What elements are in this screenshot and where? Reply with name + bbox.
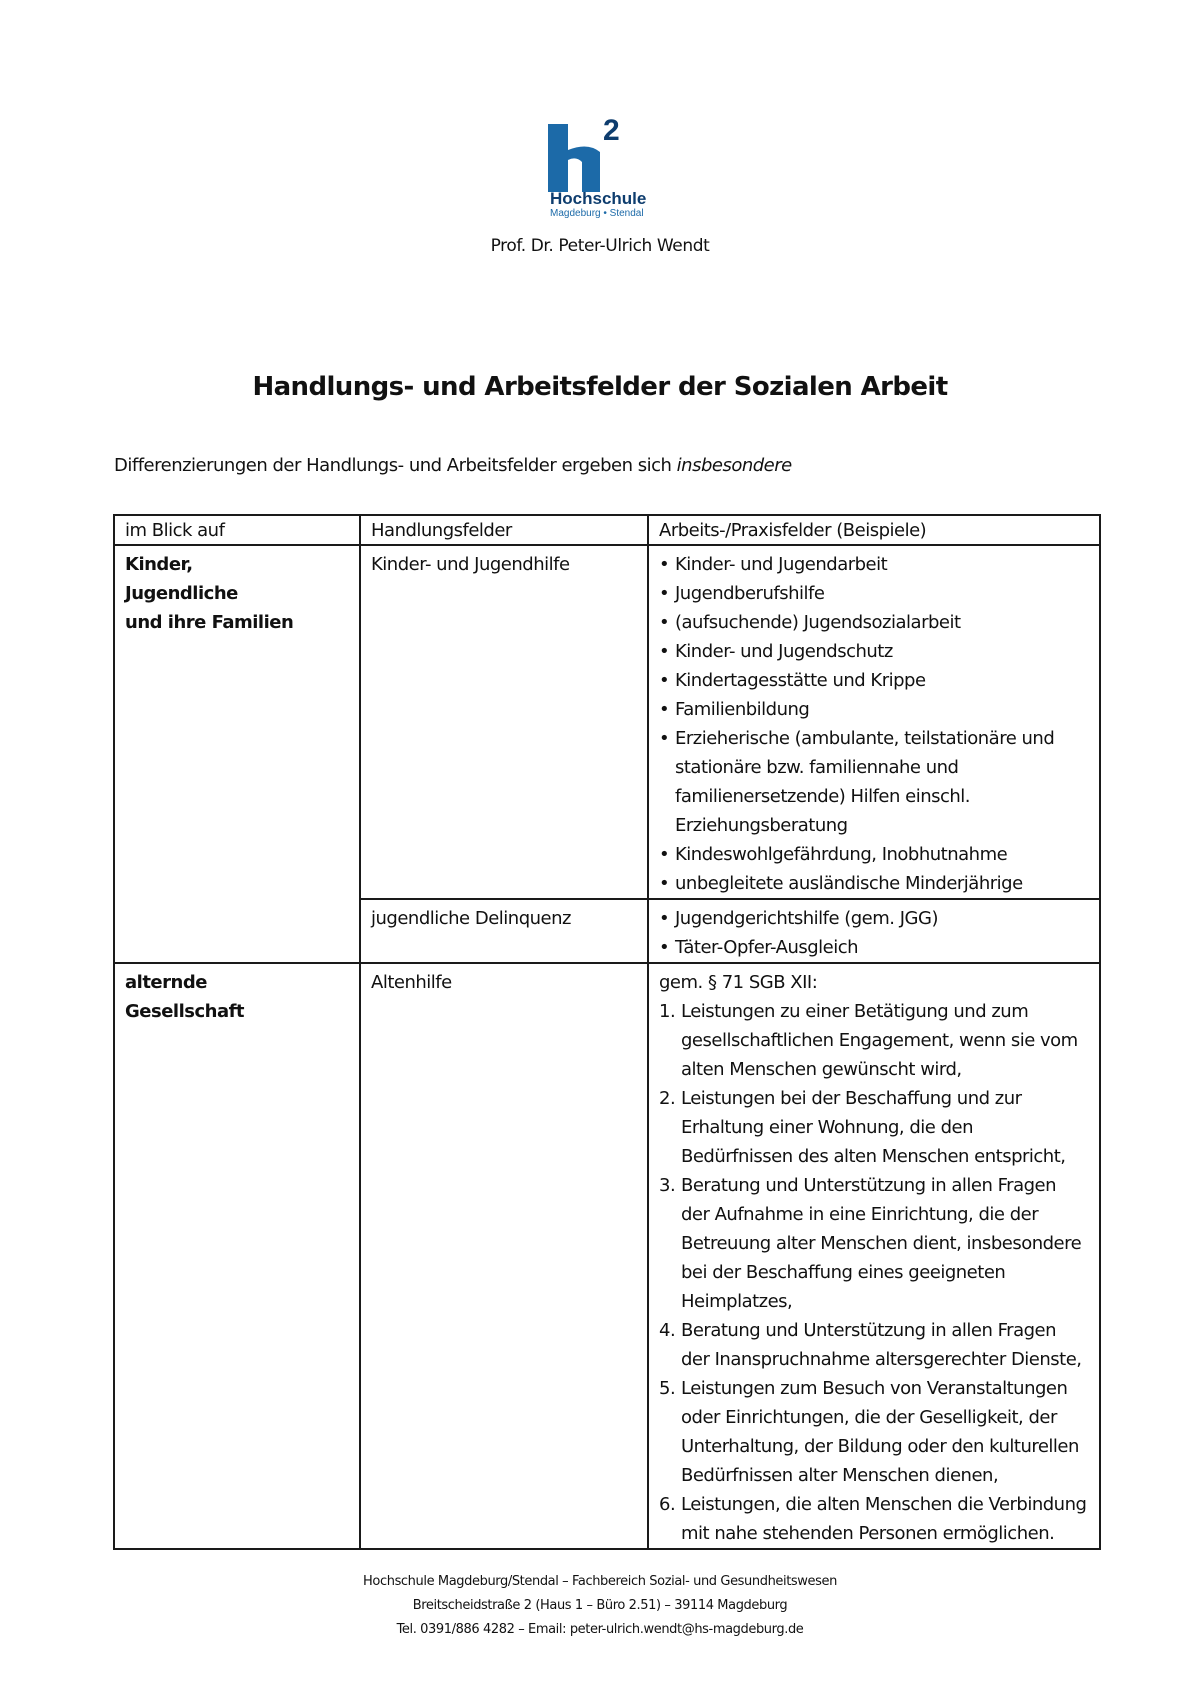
field-elderly-care: Altenhilfe [360,963,648,1549]
university-logo [540,112,670,222]
intro-emphasis: insbesondere [676,455,792,476]
group-label-children [114,545,360,963]
footer-institution: Hochschule Magdeburg/Stendal – Fachbereich Sozial- und Gesundheitswesen [363,1574,837,1589]
group-label-line: Gesellschaft [125,1001,245,1022]
list-item: • Erzieherische (ambulante, teilstationäre und stationäre bzw. familiennahe und familienersetzende) Hilfen einschl. Erziehungsberatung [659,724,1089,840]
list-item: • Kindeswohlgefährdung, Inobhutnahme [659,840,1089,869]
list-item: • Jugendgerichtshilfe (gem. JGG) [659,904,1089,933]
table-header-row [114,515,1100,545]
list-item [659,1490,1089,1548]
practice-list-delinquency [648,899,1100,963]
list-item [659,997,1089,1084]
column-header-fields: Handlungsfelder [360,515,648,545]
column-header-focus: im Blick auf [114,515,360,545]
list-item [659,1374,1089,1490]
logo-superscript: 2 [603,114,620,147]
page-footer [0,1570,1200,1642]
list-item [659,1084,1089,1171]
practice-list-youth-welfare [648,545,1100,899]
list-item-number: 4. [659,1320,676,1341]
list-item-text: Leistungen zum Besuch von Veranstaltungen oder Einrichtungen, die der Geselligkeit, der Unterhaltung, der Bildung oder den kulturellen Bedürfnissen alter Menschen dienen, [681,1378,1079,1486]
list-item: • unbegleitete ausländische Minderjährige [659,869,1089,898]
list-item-number: 2. [659,1088,676,1109]
group-label-aging [114,963,360,1549]
intro-paragraph [114,455,792,476]
legal-reference: gem. § 71 SGB XII: [659,972,818,993]
intro-text: Differenzierungen der Handlungs- und Arbeitsfelder ergeben sich [114,455,677,476]
logo-name: Hochschule [550,189,647,208]
table-row [114,963,1100,1549]
list-item: • Familienbildung [659,695,1089,724]
list-item: • Jugendberufshilfe [659,579,1089,608]
list-item-number: 5. [659,1378,676,1399]
footer-address: Breitscheidstraße 2 (Haus 1 – Büro 2.51) – 39114 Magdeburg [412,1598,788,1613]
list-item: • Kinder- und Jugendarbeit [659,550,1089,579]
practice-list-elderly-care [648,963,1100,1549]
list-item-number: 6. [659,1494,676,1515]
list-item: • Täter-Opfer-Ausgleich [659,933,1089,962]
group-label-line: Kinder, [125,554,193,575]
list-item-text: Leistungen bei der Beschaffung und zur Erhaltung einer Wohnung, die den Bedürfnissen des alten Menschen entspricht, [681,1088,1066,1167]
fields-table [113,514,1101,1550]
field-juvenile-delinquency: jugendliche Delinquenz [360,899,648,963]
list-item-text: Beratung und Unterstützung in allen Fragen der Aufnahme in eine Einrichtung, die der Betreuung alter Menschen dient, insbesondere bei der Beschaffung eines geeigneten Heimplatzes, [681,1175,1082,1312]
list-item: • Kinder- und Jugendschutz [659,637,1089,666]
table-row [114,545,1100,899]
group-label-line: alternde [125,972,207,993]
field-youth-welfare: Kinder- und Jugendhilfe [360,545,648,899]
footer-contact: Tel. 0391/886 4282 – Email: peter-ulrich.wendt@hs-magdeburg.de [396,1622,804,1637]
logo-subline: Magdeburg • Stendal [550,208,644,219]
list-item-number: 3. [659,1175,676,1196]
list-item: • (aufsuchende) Jugendsozialarbeit [659,608,1089,637]
h2-logo-icon [540,112,670,222]
list-item [659,1171,1089,1316]
group-label-line: Jugendliche [125,583,238,604]
list-item-text: Leistungen, die alten Menschen die Verbindung mit nahe stehenden Personen ermöglichen. [681,1494,1087,1544]
list-item-text: Leistungen zu einer Betätigung und zum gesellschaftlichen Engagement, wenn sie vom alten Menschen gewünscht wird, [681,1001,1078,1080]
group-label-line: und ihre Familien [125,612,294,633]
column-header-practice: Arbeits-/Praxisfelder (Beispiele) [648,515,1100,545]
list-item-text: Beratung und Unterstützung in allen Fragen der Inanspruchnahme altersgerechter Dienste, [681,1320,1082,1370]
list-item: • Kindertagesstätte und Krippe [659,666,1089,695]
list-item [659,1316,1089,1374]
author-name: Prof. Dr. Peter-Ulrich Wendt [490,236,710,256]
list-item-number: 1. [659,1001,676,1022]
document-title: Handlungs- und Arbeitsfelder der Sozialen Arbeit [252,372,948,402]
